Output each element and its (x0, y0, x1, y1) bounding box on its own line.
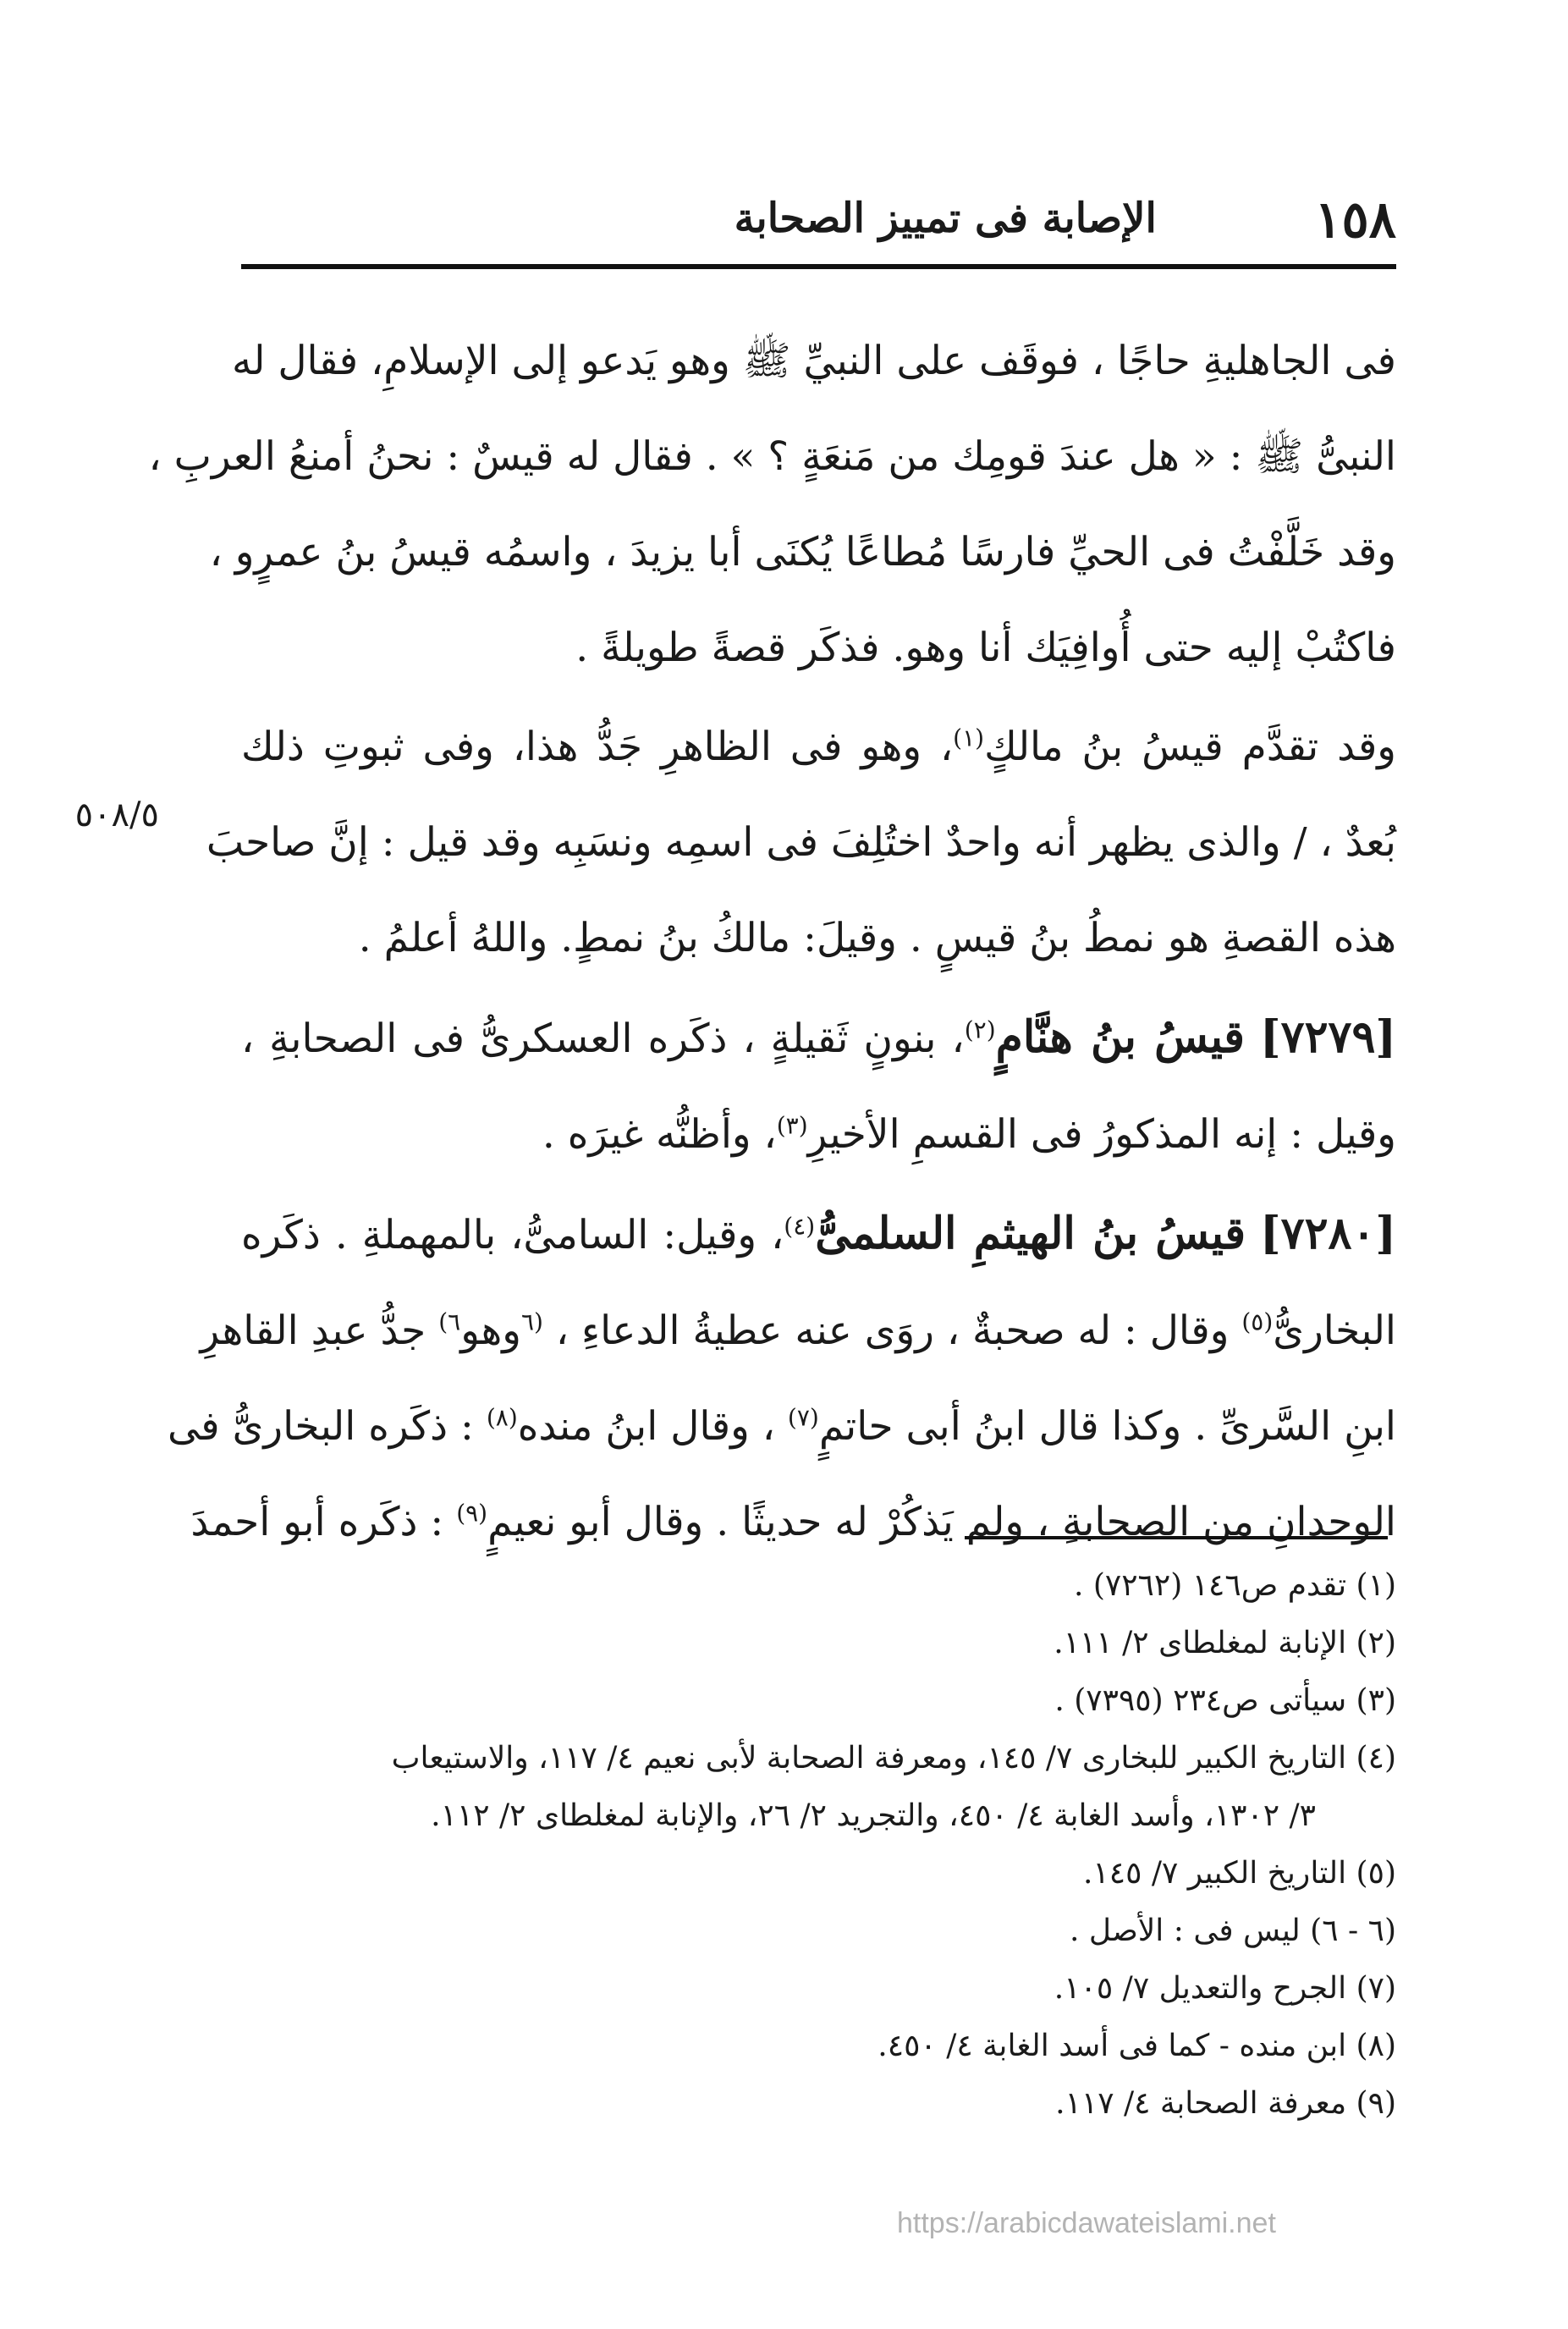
main-text (148, 313, 1396, 1573)
entry-heading: قيسُ بنُ الهيثمِ السلمىُّ (815, 1208, 1246, 1259)
footnote-marker: (٦ (520, 1308, 543, 1336)
footnote: (١) تقدم ص١٤٦ (٧٢٦٢) . (1073, 1568, 1396, 1603)
footnote-marker: (٥) (1241, 1308, 1274, 1336)
footnote-marker: ٦) (438, 1308, 461, 1336)
page-header (241, 190, 1396, 258)
running-title: الإصابة فى تمييز الصحابة (734, 195, 1157, 242)
footnote-marker: (٧) (787, 1403, 819, 1432)
text-line: ابنِ السَّرىِّ . وكذا قال ابنُ أبى حاتمٍ$^{(٧)}$ ، وقال ابنُ منده$^{(٨)}$ : ذكَره البخارىُّ فى (168, 1403, 1396, 1450)
entry-number: [٧٢٧٩] (1260, 1011, 1396, 1063)
footnote: (٥) التاريخ الكبير ٧/ ١٤٥. (1082, 1856, 1396, 1891)
text-line: وقيل : إنه المذكورُ فى القسمِ الأخيرِ$^{(٣)}$، وأظنُّه غيرَه . (542, 1111, 1396, 1158)
text-line: فى الجاهليةِ حاجًا ، فوقَف على النبيِّ ﷺ وهو يَدعو إلى الإسلامِ، فقال له (231, 338, 1396, 384)
footnote-marker: (٨) (486, 1403, 518, 1432)
footnote: (٣) سيأتى ص٢٣٤ (٧٣٩٥) . (1054, 1683, 1396, 1718)
text-line: وقد خَلَّفْتُ فى الحيِّ فارسًا مُطاعًا يُكنَى أبا يزيدَ ، واسمُه قيسُ بنُ عمرٍو ، (209, 529, 1396, 575)
text-line: [٧٢٨٠] قيسُ بنُ الهيثمِ السلمىُّ$^{(٤)}$، وقيل: السامىُّ، بالمهملةِ . ذكَره (241, 1208, 1396, 1259)
text-line: النبىُّ ﷺ : « هل عندَ قومِك من مَنعَةٍ ؟ » . فقال له قيسٌ : نحنُ أمنعُ العربِ ، (148, 433, 1396, 480)
paragraph-story (148, 313, 1396, 696)
footnote-marker: (٩) (456, 1499, 488, 1528)
entry-7280 (168, 1186, 1396, 1570)
footnote-rule (965, 1536, 1388, 1539)
footnote: (٨) ابن منده - كما فى أسد الغابة ٤/ ٤٥٠. (878, 2029, 1396, 2063)
watermark-url: https://arabicdawateislami.net (897, 2207, 1276, 2239)
page-number: ١٥٨ (1314, 190, 1396, 250)
footnote: (٩) معرفة الصحابة ٤/ ١١٧. (1055, 2086, 1396, 2121)
footnote: (٧) الجرح والتعديل ٧/ ١٠٥. (1054, 1971, 1396, 2006)
footnote-marker: (٤) (784, 1212, 816, 1241)
footnote: (٤) التاريخ الكبير للبخارى ٧/ ١٤٥، ومعرفة الصحابة لأبى نعيم ٤/ ١١٧، والاستيعاب (391, 1741, 1396, 1776)
text-line: بُعدٌ ، / والذى يظهر أنه واحدٌ اختُلِفَ فى اسمِه ونسَبِه وقد قيل : إنَّ صاحبَ (206, 819, 1396, 866)
footnote-continuation: ٣/ ١٣٠٢، وأسد الغابة ٤/ ٤٥٠، والتجريد ٢/ ٢٦، والإنابة لمغلطاى ٢/ ١١٢. (431, 1798, 1316, 1833)
text-line: وقد تقدَّم قيسُ بنُ مالكٍ$^{(١)}$، وهو فى الظاهرِ جَدُّ هذا، وفى ثبوتِ ذلك (241, 724, 1396, 770)
text-line: البخارىُّ$^{(٥)}$ وقال : له صحبةٌ ، روَى عنه عطيةُ الدعاءِ ، $^{(٦}$وهو$^{٦)}$ جدُّ عبدِ القاهرِ (200, 1308, 1396, 1354)
paragraph-note (206, 699, 1396, 986)
entry-heading: قيسُ بنُ هنَّامٍ (995, 1011, 1246, 1063)
header-rule (241, 264, 1396, 269)
text-line: [٧٢٧٩] قيسُ بنُ هنَّامٍ$^{(٢)}$، بنونٍ ثَقيلةٍ ، ذكَره العسكرىُّ فى الصحابةِ ، (241, 1011, 1396, 1063)
footnotes (241, 1557, 1396, 2133)
entry-7279 (241, 989, 1396, 1182)
text-line: الوحدانِ من الصحابةِ ، ولم يَذكُرْ له حديثًا . وقال أبو نعيمٍ$^{(٩)}$ : ذكَره أبو أحمدَ (190, 1499, 1396, 1545)
text-line: فاكتُبْ إليه حتى أُوافِيَك أنا وهو. فذكَر قصةً طويلةً . (575, 625, 1396, 671)
text-line: هذه القصةِ هو نمطُ بنُ قيسٍ . وقيلَ: مالكُ بنُ نمطٍ. واللهُ أعلمُ . (358, 915, 1396, 961)
footnote-marker: (٢) (964, 1016, 996, 1044)
footnote-marker: (٣) (776, 1111, 808, 1140)
footnote: (٦ - ٦) ليس فى : الأصل . (1070, 1913, 1396, 1948)
entry-number: [٧٢٨٠] (1260, 1208, 1396, 1259)
margin-page-reference: ٥٠٨/٥ (74, 796, 159, 834)
footnote-marker: (١) (953, 724, 985, 752)
footnote: (٢) الإنابة لمغلطاى ٢/ ١١١. (1054, 1626, 1396, 1660)
